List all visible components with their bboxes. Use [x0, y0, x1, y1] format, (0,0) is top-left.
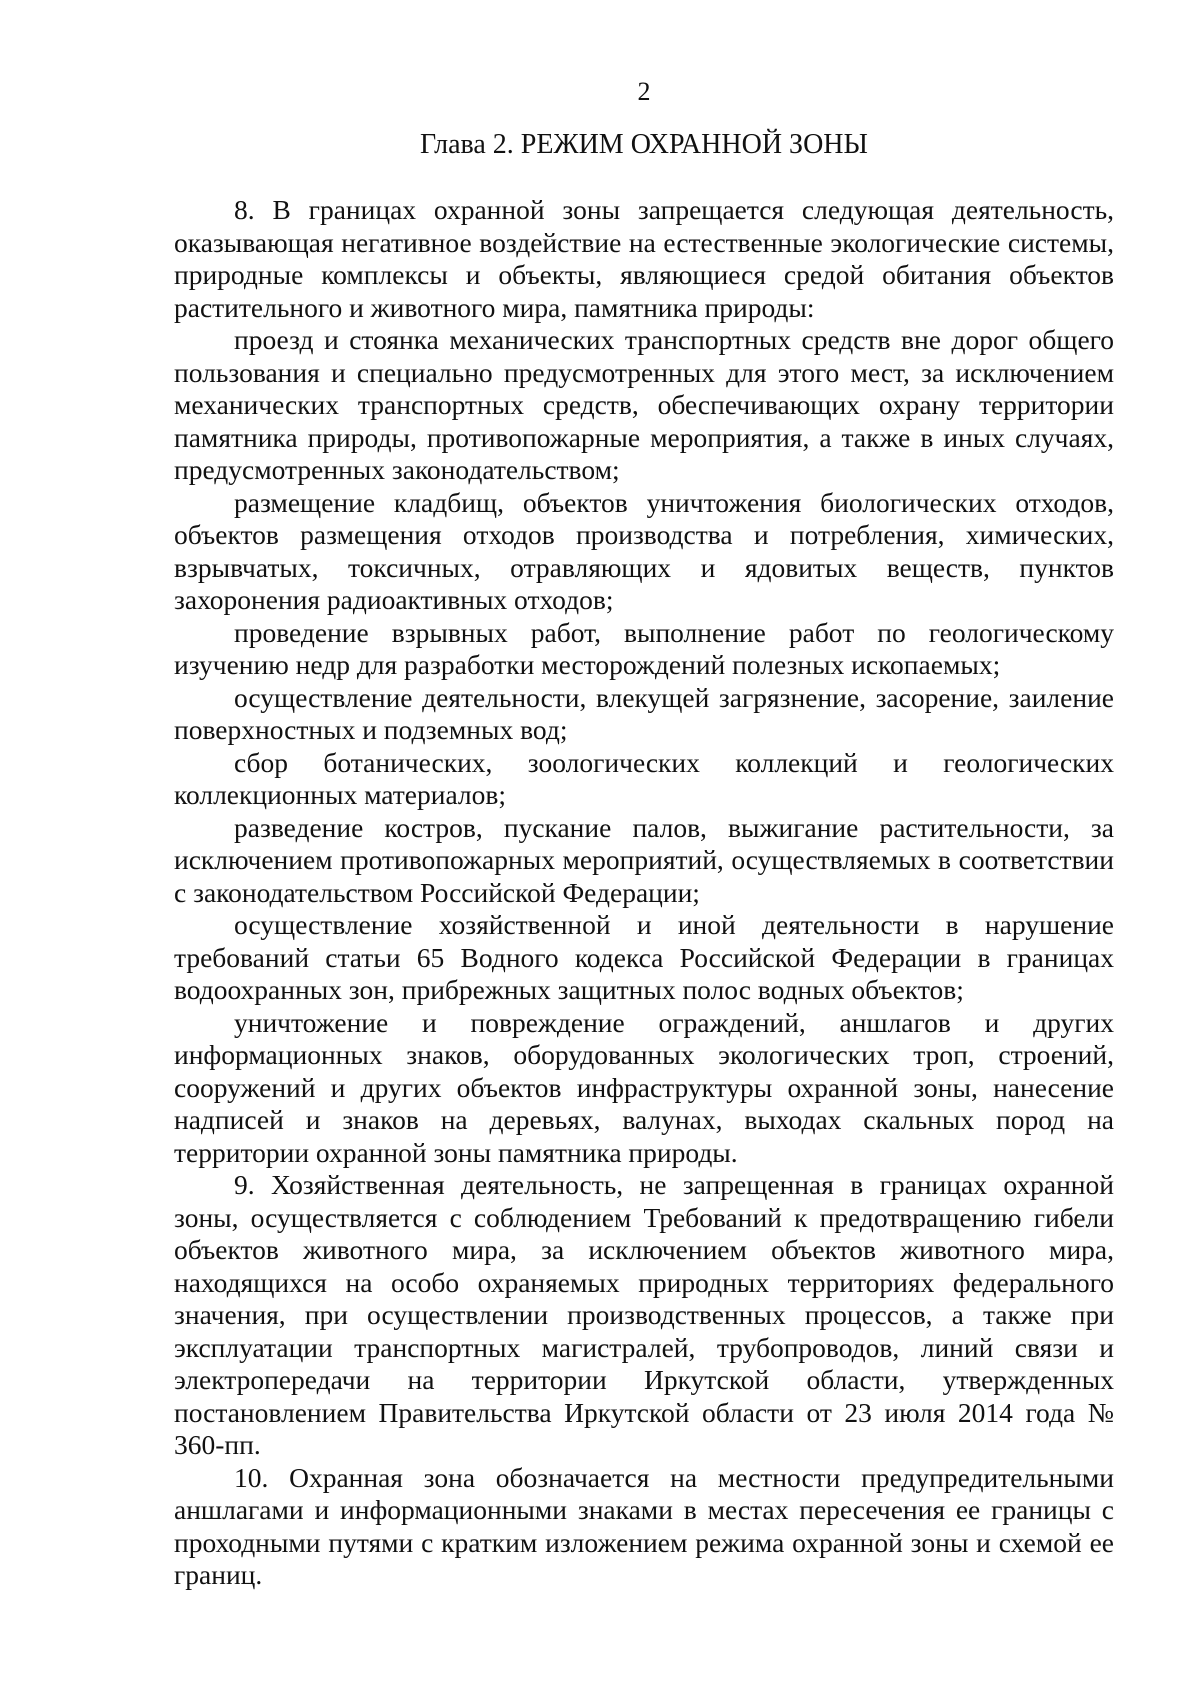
paragraph-9: 9. Хозяйственная деятельность, не запрещенная в границах охранной зоны, осуществляется с соблюдением Требований к предотвращению гибели объектов животного мира, за исключением объектов животного мира, находящихся на особо охраняемых природных территориях федерального значения, при осуществлении производственных процессов, а также при эксплуатации транспортных магистралей, трубопроводов, линий связи и электропередачи на территории Иркутской области, утвержденных постановлением Правительства Иркутской области от 23 июля 2014 года № 360-пп.: [174, 1169, 1114, 1460]
chapter-title: Глава 2. РЕЖИМ ОХРАННОЙ ЗОНЫ: [420, 129, 868, 160]
page-number: 2: [637, 77, 651, 106]
list-item-waste: размещение кладбищ, объектов уничтожения биологических отходов, объектов размещения отходов производства и потребления, химических, взрывчатых, токсичных, отравляющих и ядовитых веществ, пунктов захоронения радиоактивных отходов;: [174, 486, 1114, 615]
paragraph-8: 8. В границах охранной зоны запрещается следующая деятельность, оказывающая негативное воздействие на естественные экологические системы, природные комплексы и объекты, являющиеся средой обитания объектов растительного и животного мира, памятника природы:: [174, 194, 1114, 323]
list-item-blasting: проведение взрывных работ, выполнение работ по геологическому изучению недр для разработки месторождений полезных ископаемых;: [174, 616, 1114, 680]
list-item-fires: разведение костров, пускание палов, выжигание растительности, за исключением противопожарных мероприятий, осуществляемых в соответствии с законодательством Российской Федерации;: [174, 811, 1114, 908]
paragraph-10: 10. Охранная зона обозначается на местности предупредительными аншлагами и информационными знаками в местах пересечения ее границы с проходными путями с кратким изложением режима охранной зоны и схемой ее границ.: [174, 1461, 1114, 1590]
list-item-vehicles: проезд и стоянка механических транспортных средств вне дорог общего пользования и специально предусмотренных для этого мест, за исключением механических транспортных средств, обеспечивающих охрану территории памятника природы, противопожарные мероприятия, а также в иных случаях, предусмотренных законодательством;: [174, 324, 1114, 485]
list-item-signs: уничтожение и повреждение ограждений, аншлагов и других информационных знаков, оборудованных экологических троп, строений, сооружений и других объектов инфраструктуры охранной зоны, нанесение надписей и знаков на деревьях, валунах, выходах скальных пород на территории охранной зоны памятника природы.: [174, 1006, 1114, 1168]
list-item-water-code: осуществление хозяйственной и иной деятельности в нарушение требований статьи 65 Водного кодекса Российской Федерации в границах водоохранных зон, прибрежных защитных полос водных объектов;: [174, 909, 1114, 1005]
list-item-water-pollution: осуществление деятельности, влекущей загрязнение, засорение, заиление поверхностных и подземных вод;: [174, 681, 1114, 745]
list-item-collections: сбор ботанических, зоологических коллекций и геологических коллекционных материалов;: [174, 746, 1114, 810]
